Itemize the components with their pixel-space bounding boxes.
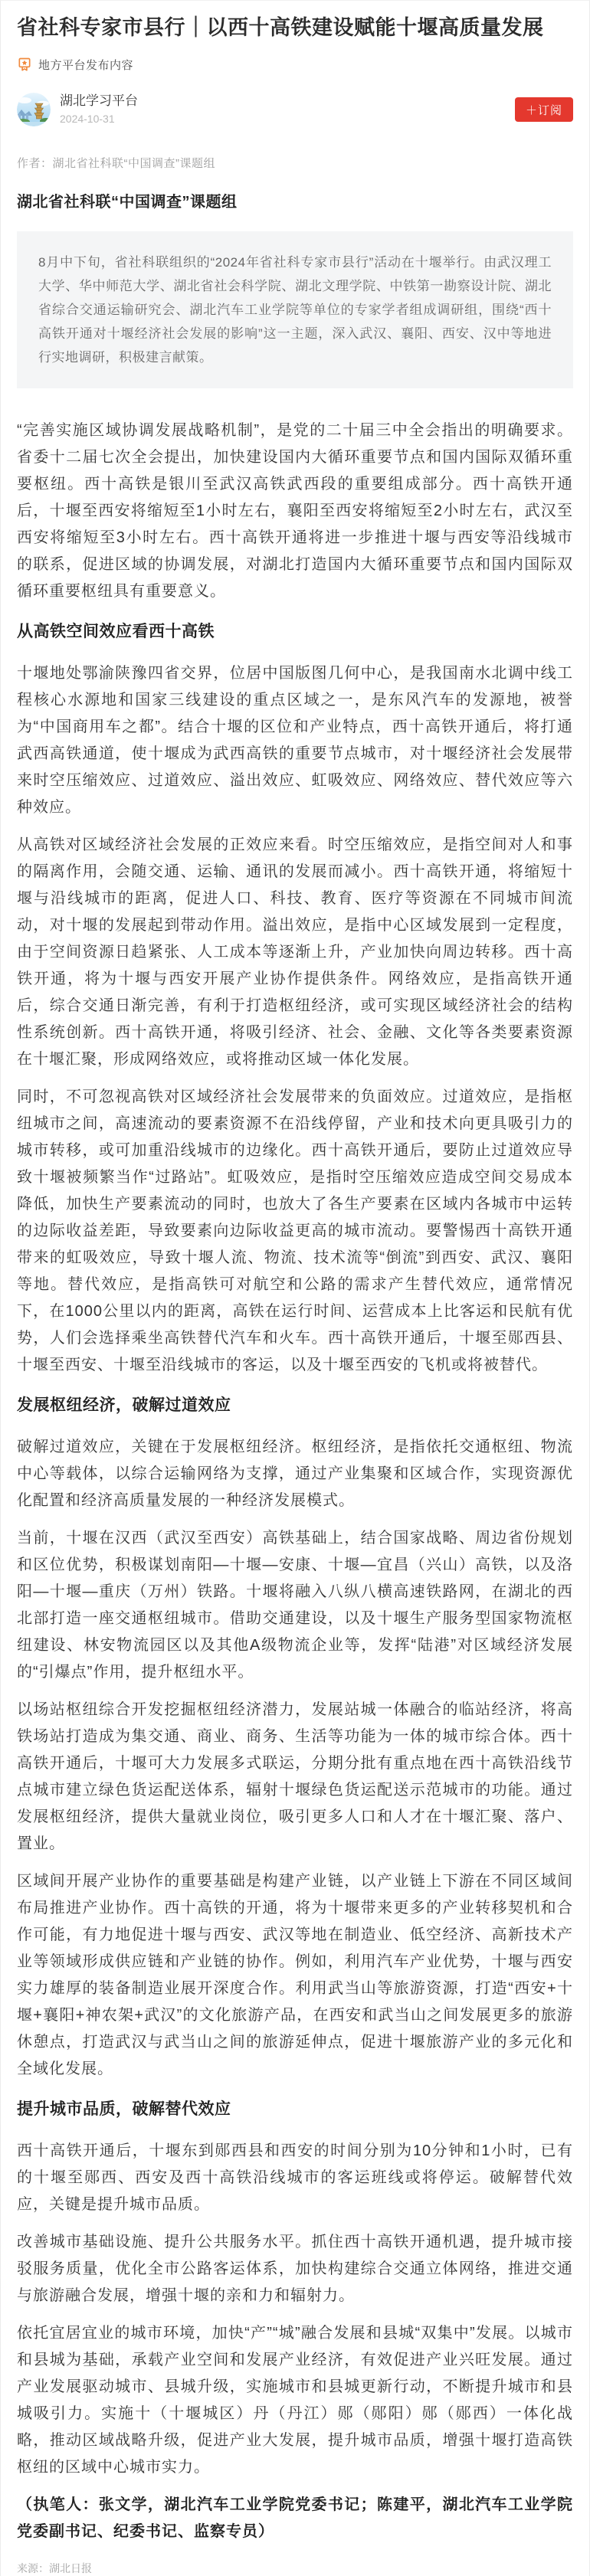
- publisher-name[interactable]: 湖北学习平台: [60, 93, 138, 108]
- publisher-avatar[interactable]: [17, 93, 51, 126]
- paragraph: 从高铁对区域经济社会发展的正效应来看。时空压缩效应，是指空间对人和事的隔离作用，会随交通、运输、通讯的发展而减小。西十高铁开通，将缩短十堰与沿线城市的距离，促进人口、科技、教育、医疗等资源在不同城市间流动，对十堰的发展起到带动作用。溢出效应，是指中心区域发展到一定程度，由于空间资源日趋紧张、人工成本等逐渐上升，产业加快向周边转移。西十高铁开通，将为十堰与西安开展产业协作提供条件。网络效应，是指高铁开通后，综合交通日渐完善，有利于打造枢纽经济，或可实现区域经济社会的结构性系统创新。西十高铁开通，将吸引经济、社会、金融、文化等各类要素资源在十堰汇聚，形成网络效应，或将推动区域一体化发展。: [17, 836, 573, 1068]
- badge-ribbon-icon: [17, 57, 32, 72]
- paragraph: “完善实施区域协调发展战略机制”，是党的二十届三中全会指出的明确要求。省委十二届七次全会提出，加快建设国内大循环重要节点和国内国际双循环重要枢纽。西十高铁是银川至武汉高铁武西段的重要组成部分。西十高铁开通后，十堰至西安将缩短至1小时左右，襄阳至西安将缩短至2小时左右，武汉至西安将缩短至3小时左右。西十高铁开通将进一步推进十堰与西安等沿线城市的联系，促进区域的协调发展，对湖北打造国内大循环重要节点和国内国际双循环重要枢纽具有重要意义。: [17, 422, 573, 600]
- badge-label: 地方平台发布内容: [38, 58, 134, 72]
- lead-quote: 8月中下旬，省社科联组织的“2024年省社科专家市县行”活动在十堰举行。由武汉理工大学、华中师范大学、湖北省社会科学院、湖北文理学院、中铁第一勘察设计院、湖北省综合交通运输研究会、湖北汽车工业学院等单位的专家学者组成调研组，围绕“西十高铁开通对十堰经济社会发展的影响”这一主题，深入武汉、襄阳、西安、汉中等地进行实地调研，积极建言献策。: [17, 231, 573, 388]
- paragraph: 改善城市基础设施、提升公共服务水平。抓住西十高铁开通机遇，提升城市接驳服务质量，优化全市公路客运体系，加快构建综合交通立体网络，推进交通与旅游融合发展，增强十堰的亲和力和辐射力。: [17, 2234, 573, 2304]
- byline: 作者：湖北省社科联“中国调查”课题组: [17, 157, 215, 170]
- paragraph: 区域间开展产业协作的重要基础是构建产业链，以产业链上下游在不同区域间布局推进产业协作。西十高铁的开通，将为十堰带来更多的产业转移契机和合作可能，有力地促进十堰与西安、武汉等地在制造业、低空经济、高新技术产业等领域形成供应链和产业链的协作。例如，利用汽车产业优势，十堰与西安实力雄厚的装备制造业展开深度合作。利用武当山等旅游资源，打造“西安+十堰+襄阳+神农架+武汉”的文化旅游产品，在西安和武当山之间发展更多的旅游休憩点，打造武汉与武当山之间的旅游延伸点，促进十堰旅游产业的多元化和全域化发展。: [17, 1873, 573, 2077]
- paragraph: 十堰地处鄂渝陕豫四省交界，位居中国版图几何中心，是我国南水北调中线工程核心水源地和国家三线建设的重点区域之一，是东风汽车的发源地，被誉为“中国商用车之都”。结合十堰的区位和产业特点，西十高铁开通后，将打通武西高铁通道，使十堰成为武西高铁的重要节点城市，对十堰经济社会发展带来时空压缩效应、过道效应、溢出效应、虹吸效应、网络效应、替代效应等六种效应。: [17, 665, 573, 816]
- paragraph: 西十高铁开通后，十堰东到郧西县和西安的时间分别为10分钟和1小时，已有的十堰至郧西、西安及西十高铁沿线城市的客运班线或将停运。破解替代效应，关键是提升城市品质。: [17, 2142, 573, 2213]
- publisher-meta: [60, 93, 138, 126]
- paragraph: 依托宜居宜业的城市环境，加快“产”“城”融合发展和县城“双集中”发展。以城市和县城为基础，承载产业空间和发展产业经济，有效促进产业兴旺发展。通过产业发展驱动城市、县城升级，实施城市和县城更新行动，不断提升城市和县城吸引力。实施十（十堰城区）丹（丹江）郧（郧阳）郧（郧西）一体化战略，推动区域战略升级，促进产业大发展，提升城市品质，增强十堰打造高铁枢纽的区域中心城市实力。: [17, 2325, 573, 2476]
- platform-badge: [17, 56, 573, 73]
- article-body: [17, 231, 573, 2576]
- paragraph: 当前，十堰在汉西（武汉至西安）高铁基础上，结合国家战略、周边省份规划和区位优势，积极谋划南阳—十堰—安康、十堰—宜昌（兴山）高铁，以及洛阳—十堰—重庆（万州）铁路。十堰将融入八纵八横高速铁路网，在湖北的西北部打造一座交通枢纽城市。借助交通建设，以及十堰生产服务型国家物流枢纽建设、林安物流园区以及其他A级物流企业等，发挥“陆港”对区域经济发展的“引爆点”作用，提升枢纽水平。: [17, 1530, 573, 1681]
- paragraph: 破解过道效应，关键在于发展枢纽经济。枢纽经济，是指依托交通枢纽、物流中心等载体，以综合运输网络为支撑，通过产业集聚和区域合作，实现资源优化配置和经济高质量发展的一种经济发展模式。: [17, 1439, 573, 1509]
- subscribe-button[interactable]: ＋订阅: [515, 97, 573, 122]
- section-heading-hub-economy: 发展枢纽经济，破解过道效应: [17, 1396, 231, 1414]
- section-heading-space-effects: 从高铁空间效应看西十高铁: [17, 623, 215, 640]
- signature-line: （执笔人：张文学，湖北汽车工业学院党委书记；陈建平，湖北汽车工业学院党委副书记、纪委书记、监察专员）: [17, 2496, 573, 2540]
- org-heading: 湖北省社科联“中国调查”课题组: [17, 194, 238, 211]
- paragraph: 同时，不可忽视高铁对区域经济社会发展带来的负面效应。过道效应，是指枢纽城市之间，高速流动的要素资源不在沿线停留，产业和技术向更具吸引力的城市转移，或可加重沿线城市的边缘化。西十高铁开通后，要防止过道效应导致十堰被频繁当作“过路站”。虹吸效应，是指时空压缩效应造成空间交易成本降低，加快生产要素流动的同时，也放大了各生产要素在区域内各城市中运转的边际收益差距，导致要素向边际收益更高的城市流动。要警惕西十高铁开通带来的虹吸效应，导致十堰人流、物流、技术流等“倒流”到西安、武汉、襄阳等地。替代效应，是指高铁可对航空和公路的需求产生替代效应，通常情况下，在1000公里以内的距离，高铁在运行时间、运营成本上比客运和民航有优势，人们会选择乘坐高铁替代汽车和火车。西十高铁开通后，十堰至郧西县、十堰至西安、十堰至沿线城市的客运，以及十堰至西安的飞机或将被替代。: [17, 1088, 573, 1373]
- publish-date: 2024-10-31: [60, 113, 115, 125]
- publisher-row: [17, 93, 573, 126]
- source-line: 来源：湖北日报: [17, 2562, 92, 2574]
- paragraph: 以场站枢纽综合开发挖掘枢纽经济潜力，发展站城一体融合的临站经济，将高铁场站打造成为集交通、商业、商务、生活等功能为一体的城市综合体。西十高铁开通后，十堰可大力发展多式联运，分期分批有重点地在西十高铁沿线节点城市建立绿色货运配送体系，辐射十堰绿色货运配送示范城市的功能。通过发展枢纽经济，提供大量就业岗位，吸引更多人口和人才在十堰汇聚、落户、置业。: [17, 1701, 573, 1852]
- page-title: 省社科专家市县行｜以西十高铁建设赋能十堰高质量发展: [17, 16, 544, 39]
- section-heading-city-quality: 提升城市品质，破解替代效应: [17, 2100, 231, 2118]
